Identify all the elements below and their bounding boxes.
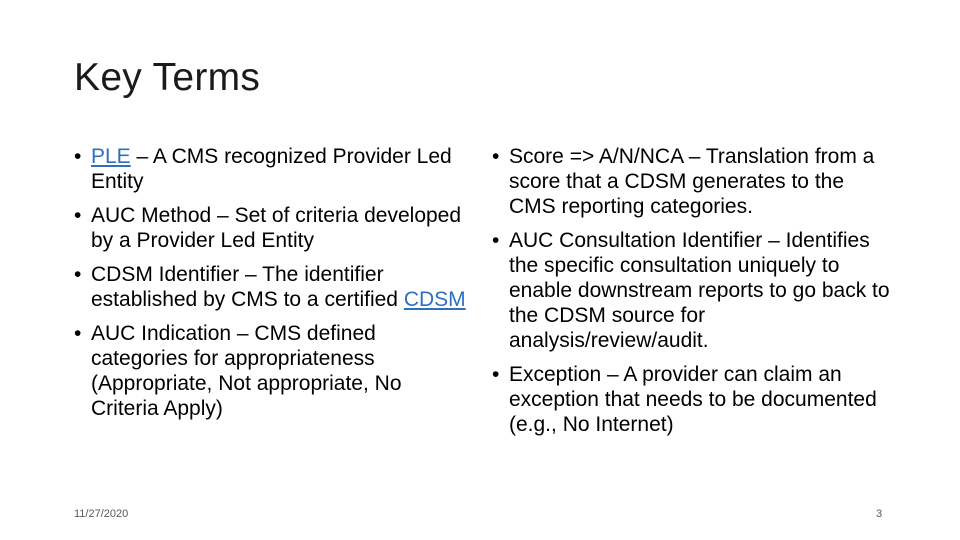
list-item-text: Exception – A provider can claim an exception that needs to be documented (e.g., No Internet) [509,363,877,436]
slide-title: Key Terms [74,56,261,99]
right-bullet-list [492,144,896,446]
ple-link[interactable]: PLE [91,145,131,168]
bullet-icon: • [74,263,82,286]
cdsm-link[interactable]: CDSM [403,288,466,311]
list-item-text: CDSM Identifier – The identifier established by CMS to a certified [91,263,404,311]
bullet-icon: • [74,145,82,168]
footer-date: 11/27/2020 [74,508,129,520]
bullet-icon: • [74,322,82,345]
page-number: 3 [876,508,883,520]
list-item-text: AUC Method – Set of criteria developed by a Provider Led Entity [91,204,462,252]
list-item-text: – A CMS recognized Provider Led Entity [91,145,452,193]
bullet-icon: • [492,363,500,386]
bullet-icon: • [492,229,500,252]
list-item-score [492,144,896,219]
list-item-exception [492,362,896,437]
bullet-icon: • [492,145,500,168]
list-item-text: AUC Indication – CMS defined categories for appropriateness (Appropriate, Not appropriate, No Criteria Apply) [91,322,402,420]
left-bullet-list [74,144,466,430]
list-item-auc-consultation-identifier [492,228,896,353]
list-item-auc-indication [74,321,466,421]
list-item-cdsm-identifier [74,262,466,312]
list-item-auc-method [74,203,466,253]
list-item-text: AUC Consultation Identifier – Identifies the specific consultation uniquely to enable downstream reports to go back to the CDSM source for analysis/review/audit. [509,229,890,352]
list-item-ple [74,144,466,194]
bullet-icon: • [74,204,82,227]
list-item-text: Score => A/N/NCA – Translation from a score that a CDSM generates to the CMS reporting categories. [509,145,875,218]
